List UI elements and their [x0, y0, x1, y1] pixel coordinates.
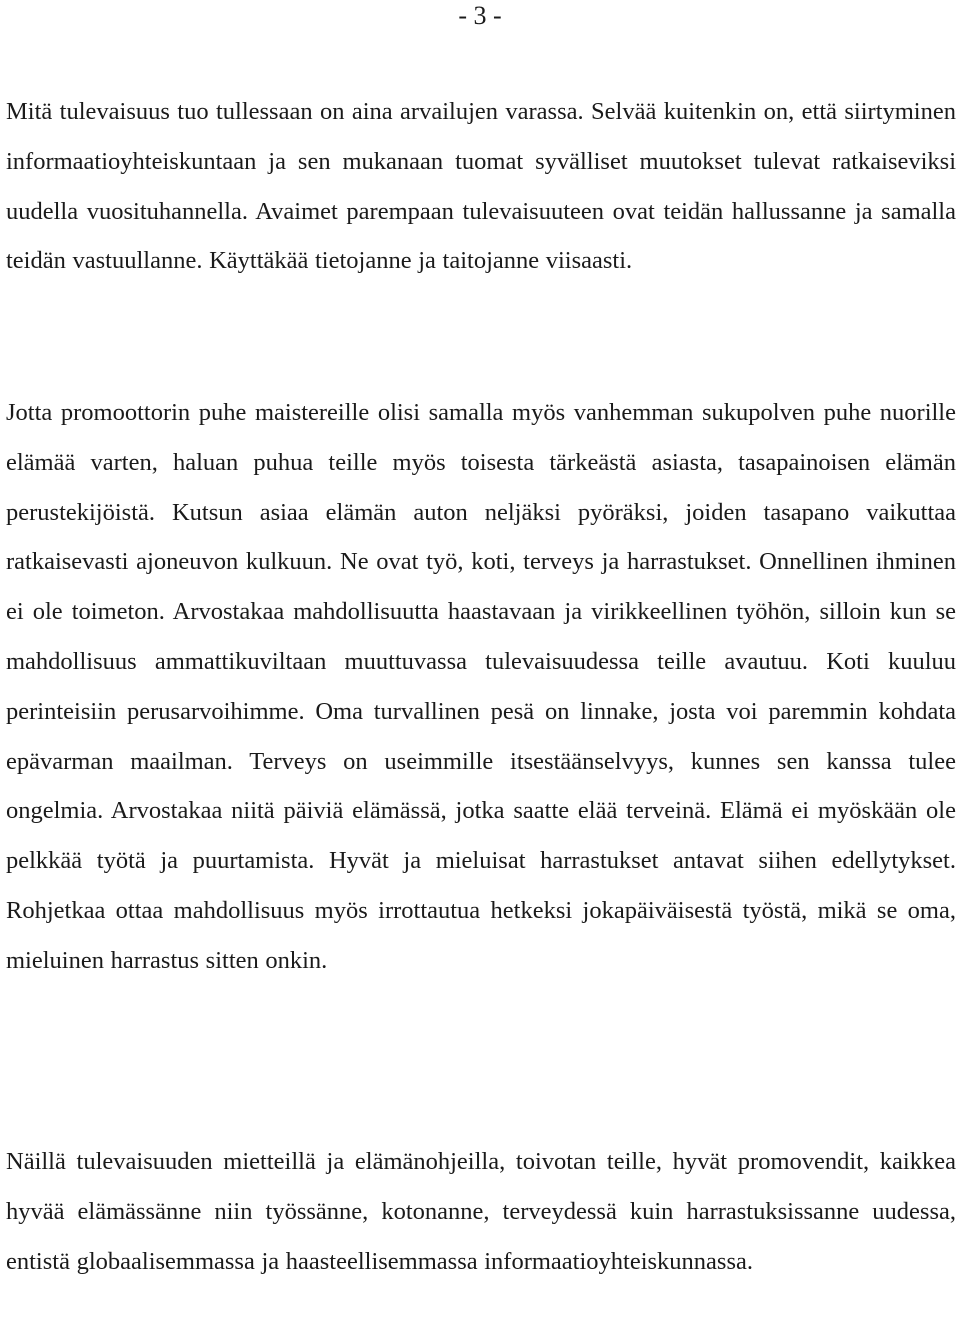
- paragraph-four-wheels: Jotta promoottorin puhe maistereille olisi samalla myös vanhemman sukupolven puhe nuorille elämää varten, haluan puhua teille myös toisesta tärkeästä asiasta, tasapainoisen elämän perustekijöistä. Kutsun asiaa elämän auton neljäksi pyöräksi, joiden tasapano vaikuttaa ratkaisevasti ajoneuvon kulkuun. Ne ovat työ, koti, terveys ja harrastukset. Onnellinen ihminen ei ole toimeton. Arvostakaa mahdollisuutta haastavaan ja virikkeellinen työhön, silloin kun se mahdollisuus ammattikuviltaan muuttuvassa tulevaisuudessa teille avautuu. Koti kuuluu perinteisiin perusarvoihimme. Oma turvallinen pesä on linnake, josta voi paremmin kohdata epävarman maailman. Terveys on useimmille itsestäänselvyys, kunnes sen kanssa tulee ongelmia. Arvostakaa niitä päiviä elämässä, jotka saatte elää terveinä. Elämä ei myöskään ole pelkkää työtä ja puurtamista. Hyvät ja mieluisat harrastukset antavat siihen edellytykset. Rohjetkaa ottaa mahdollisuus myös irrottautua hetkeksi jokapäiväisestä työstä, mikä se oma, mieluinen harrastus sitten onkin.: [6, 399, 956, 974]
- paragraph-future: Mitä tulevaisuus tuo tullessaan on aina arvailujen varassa. Selvää kuitenkin on, että siirtyminen informaatioyhteiskuntaan ja sen mukanaan tuomat syvälliset muutokset tulevat ratkaiseviksi uudella vuosituhannella. Avaimet parempaan tulevaisuuteen ovat teidän hallussanne ja samalla teidän vastuullanne. Käyttäkää tietojanne ja taitojanne viisaasti.: [6, 98, 956, 275]
- page-number: - 3 -: [458, 1, 502, 30]
- paragraph-closing: Näillä tulevaisuuden mietteillä ja elämänohjeilla, toivotan teille, hyvät promovendit, kaikkea hyvää elämässänne niin työssänne, kotonanne, terveydessä kuin harrastuksissanne uudessa, entistä globaalisemmassa ja haasteellisemmassa informaatioyhteiskunnassa.: [6, 1148, 956, 1275]
